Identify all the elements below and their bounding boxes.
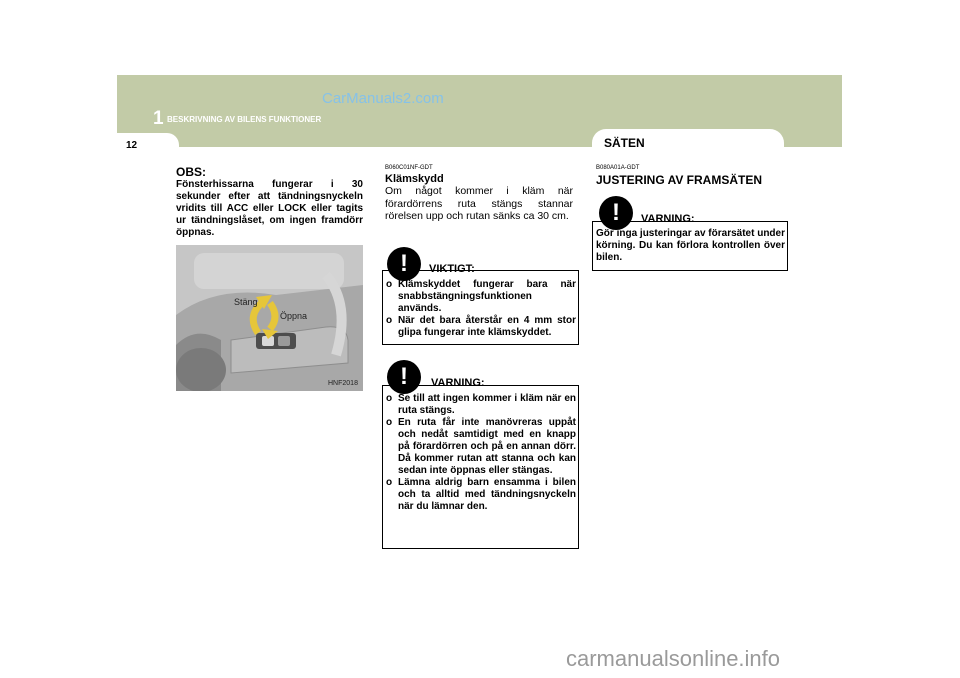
page-number: 12: [126, 140, 138, 151]
list-item: o Klämskyddet fungerar bara när snabbstängningsfunktionen används.: [386, 279, 576, 314]
exclamation-icon: !: [387, 247, 421, 281]
warning-label: VARNING:: [641, 213, 695, 225]
close-label: Stäng: [234, 297, 258, 307]
warning-label: VARNING:: [431, 377, 485, 389]
chapter-number: 1: [153, 108, 164, 129]
open-label: Öppna: [280, 311, 308, 321]
section-title: SÄTEN: [604, 136, 645, 150]
section-heading: JUSTERING AV FRAMSÄTEN: [596, 173, 763, 187]
list-item: o En ruta får inte manövreras uppåt och nedåt samtidigt med en knapp på förardörren och på en annan dörr. Då kommer rutan att stanna och kan sedan inte öppnas eller stängas.: [386, 417, 576, 476]
exclamation-icon: !: [387, 360, 421, 394]
notice-list: [386, 279, 576, 339]
pinch-protection-section: [385, 165, 573, 223]
watermark-link-top[interactable]: CarManuals2.com: [322, 90, 444, 107]
obs-note: [176, 165, 363, 239]
section-text: Om något kommer i kläm när förardörrens ruta stängs stannar rörelsen upp och rutan sänks ca 30 cm.: [385, 185, 573, 222]
obs-title: OBS:: [176, 165, 206, 179]
section-heading: Klämskydd: [385, 173, 444, 185]
seat-adjustment-section: [596, 165, 786, 187]
warning-text: Gör inga justeringar av förarsätet under körning. Du kan förlora kontrollen över bilen.: [596, 228, 785, 263]
door-panel-illustration: [176, 245, 363, 391]
window-switch-photo: [176, 245, 363, 391]
list-item: o När det bara återstår en 4 mm stor glipa fungerar inte klämskyddet.: [386, 315, 576, 338]
warning-list: [386, 393, 576, 513]
notice-label: VIKTIGT:: [429, 263, 475, 275]
watermark-link-bottom[interactable]: carmanualsonline.info: [566, 646, 781, 671]
photo-code: HNF2018: [328, 380, 358, 387]
list-item: o Lämna aldrig barn ensamma i bilen och ta alltid med tändningsnyckeln när du lämnar den.: [386, 477, 576, 512]
section-code: B080A01A-GDT: [596, 165, 640, 171]
obs-text: Fönsterhissarna fungerar i 30 sekunder efter att tändningsnyckeln vridits till ACC eller LOCK eller tagits ur tändningslåset, om ingen framdörr öppnas.: [176, 179, 363, 238]
list-item: o Se till att ingen kommer i kläm när en ruta stängs.: [386, 393, 576, 416]
exclamation-icon: !: [599, 196, 633, 230]
section-code: B060C01NF-GDT: [385, 165, 433, 171]
chapter-title: BESKRIVNING AV BILENS FUNKTIONER: [167, 115, 322, 124]
